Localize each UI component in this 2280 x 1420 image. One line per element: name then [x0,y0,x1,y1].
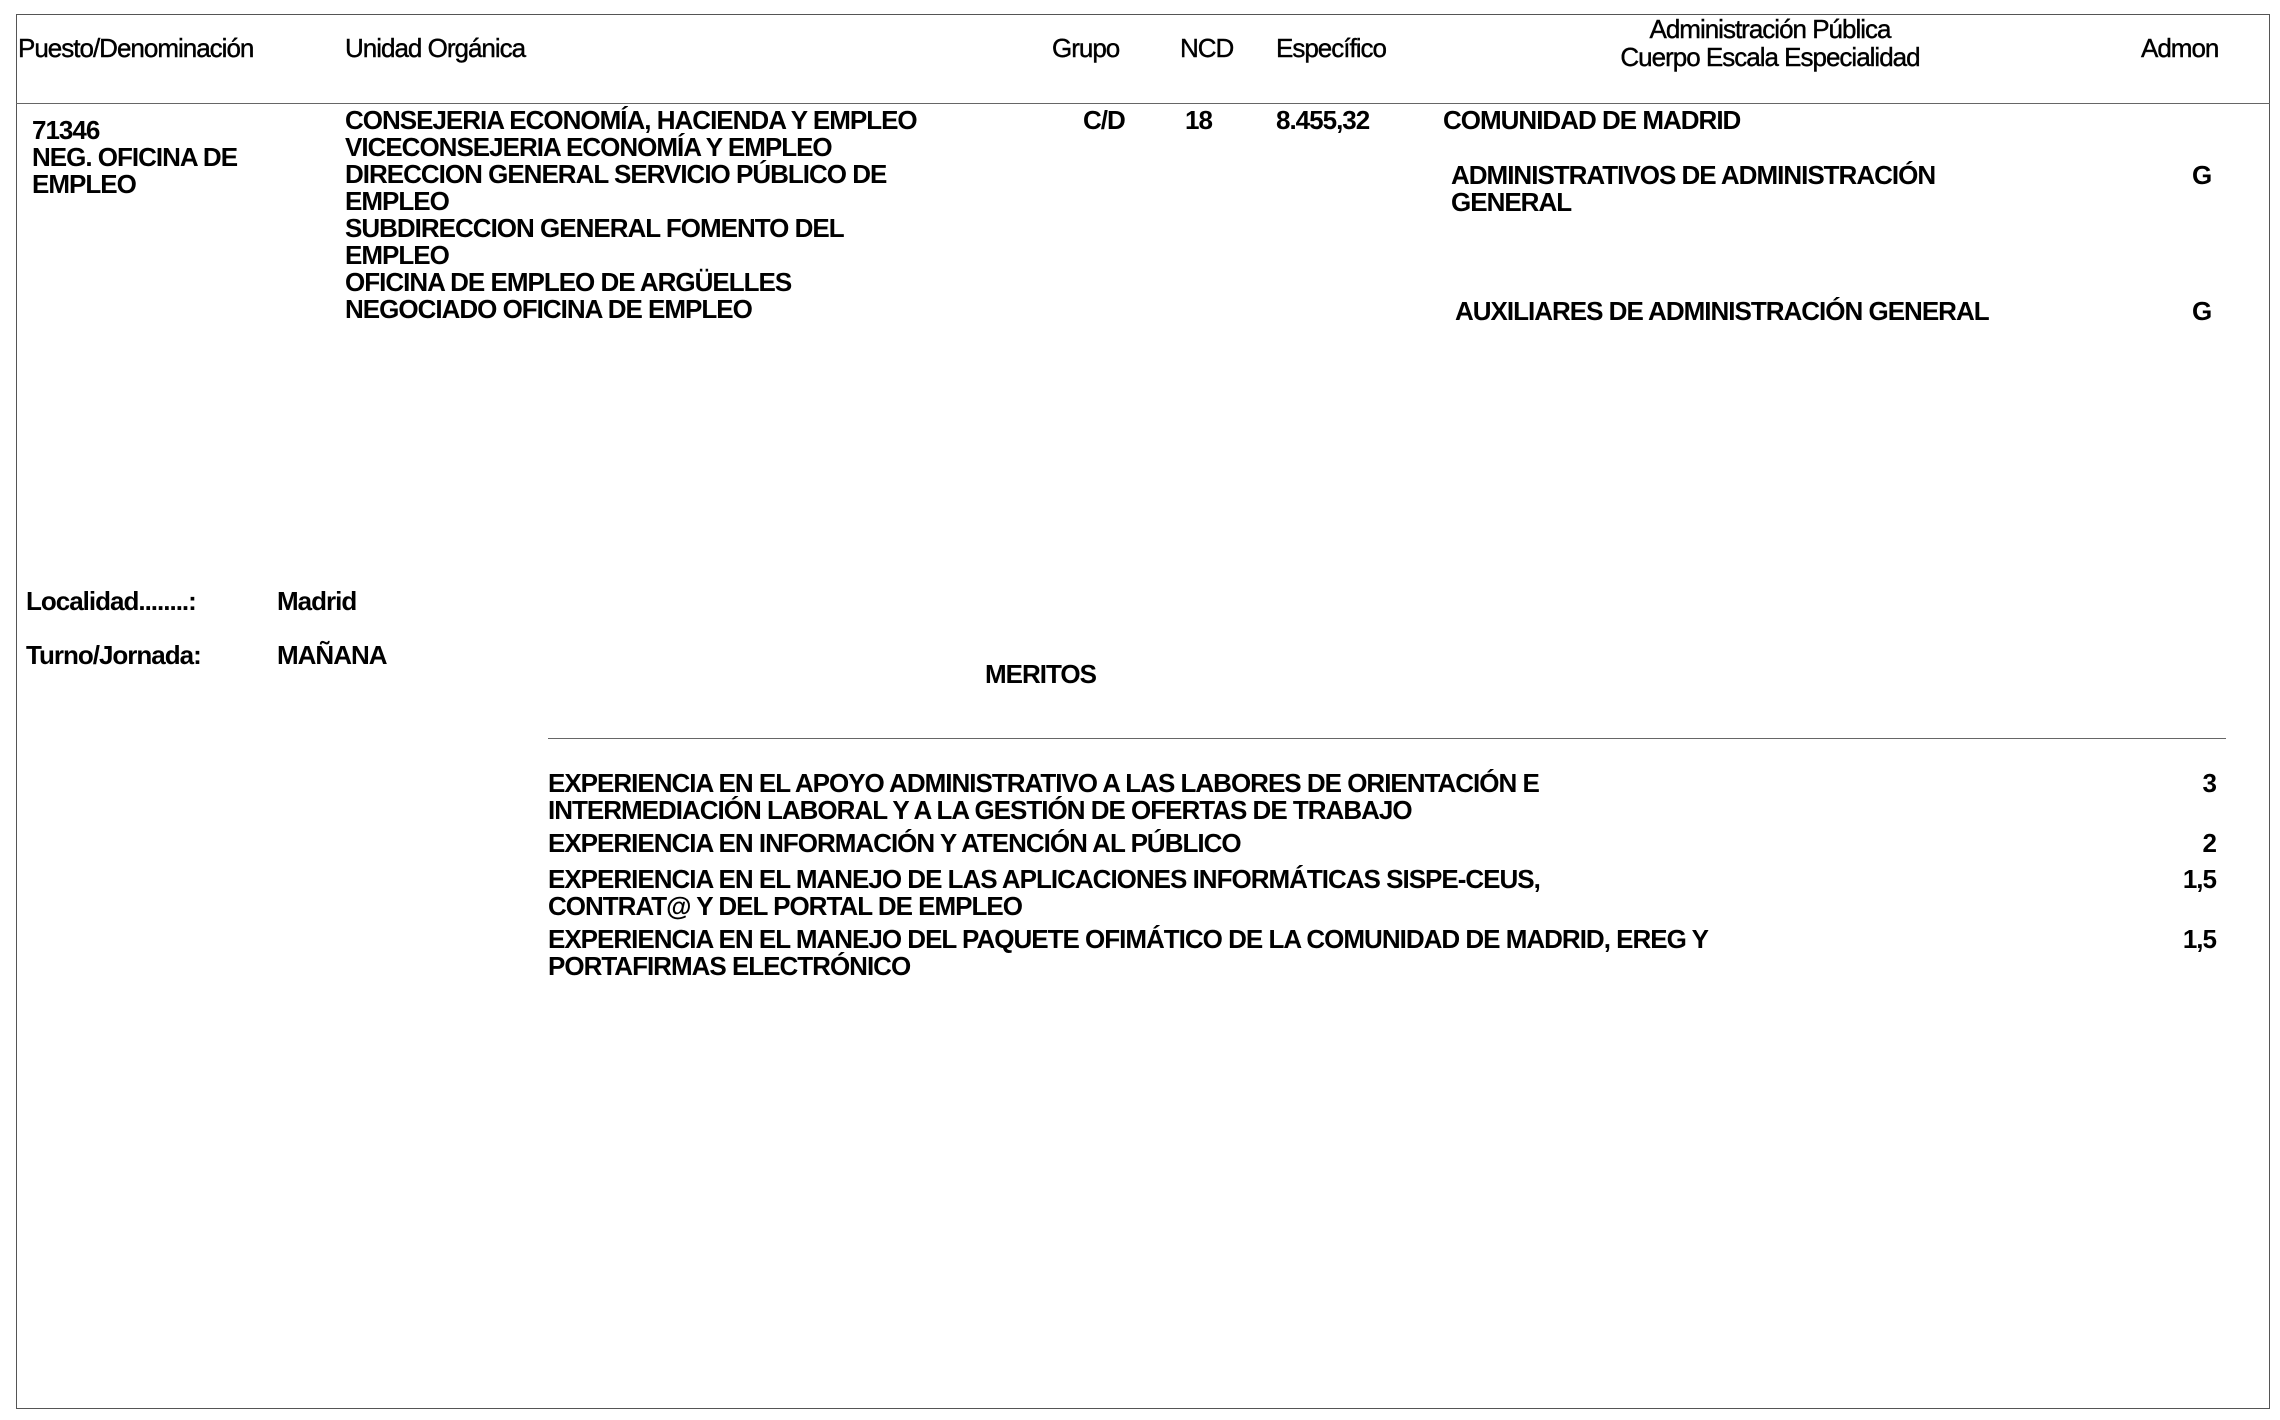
header-especifico: Específico [1276,33,1386,63]
unidad-line: OFICINA DE EMPLEO DE ARGÜELLES [345,267,792,297]
turno-value: MAÑANA [277,640,387,670]
header-grupo: Grupo [1052,33,1120,63]
localidad-value: Madrid [277,586,357,616]
merito-score: 1,5 [2182,924,2216,954]
puesto-denominacion-2: EMPLEO [32,169,136,199]
merito-score: 2 [2202,828,2216,858]
turno-label: Turno/Jornada: [26,640,201,670]
localidad-label: Localidad........: [26,586,196,616]
unidad-line: EMPLEO [345,186,449,216]
ncd-value: 18 [1185,105,1212,135]
merito-item: EXPERIENCIA EN EL MANEJO DE LAS APLICACIONES INFORMÁTICAS SISPE-CEUS, CONTRAT@ Y DEL PORTAL DE EMPLEO [548,864,1540,921]
unidad-line: DIRECCION GENERAL SERVICIO PÚBLICO DE [345,159,887,189]
puesto-denominacion-1: NEG. OFICINA DE [32,142,238,172]
puesto-block [32,117,237,198]
merito-item: EXPERIENCIA EN EL MANEJO DEL PAQUETE OFIMÁTICO DE LA COMUNIDAD DE MADRID, EREG Y PORTAFIRMAS ELECTRÓNICO [548,924,1708,981]
header-admon: Admon [2141,33,2219,63]
unidad-line: VICECONSEJERIA ECONOMÍA Y EMPLEO [345,132,832,162]
merito-item: EXPERIENCIA EN EL APOYO ADMINISTRATIVO A LAS LABORES DE ORIENTACIÓN E INTERMEDIACIÓN LABORAL Y A LA GESTIÓN DE OFERTAS DE TRABAJO [548,768,1539,825]
merito-score: 3 [2202,768,2216,798]
header-puesto: Puesto/Denominación [18,33,254,63]
meritos-title: MERITOS [985,659,1096,689]
grupo-value: C/D [1083,105,1125,135]
unidad-line: CONSEJERIA ECONOMÍA, HACIENDA Y EMPLEO [345,105,917,135]
cuerpo-1-admon: G [2192,160,2212,190]
meritos-divider [548,738,2226,739]
cuerpo-2-admon: G [2192,296,2212,326]
merito-score: 1,5 [2182,864,2216,894]
puesto-codigo: 71346 [32,115,100,145]
cuerpo-1: ADMINISTRATIVOS DE ADMINISTRACIÓN GENERAL [1451,160,1936,217]
header-unidad: Unidad Orgánica [345,33,526,63]
administracion-value: COMUNIDAD DE MADRID [1443,105,1741,135]
unidad-organica-block [345,107,917,323]
especifico-value: 8.455,32 [1276,105,1370,135]
unidad-line: SUBDIRECCION GENERAL FOMENTO DEL [345,213,844,243]
header-divider [16,103,2270,104]
merito-item: EXPERIENCIA EN INFORMACIÓN Y ATENCIÓN AL PÚBLICO [548,828,1241,858]
header-administracion: Administración Pública Cuerpo Escala Especialidad [1620,14,1920,72]
header-ncd: NCD [1180,33,1234,63]
unidad-line: EMPLEO [345,240,449,270]
unidad-line: NEGOCIADO OFICINA DE EMPLEO [345,294,752,324]
cuerpo-2: AUXILIARES DE ADMINISTRACIÓN GENERAL [1455,296,1989,326]
